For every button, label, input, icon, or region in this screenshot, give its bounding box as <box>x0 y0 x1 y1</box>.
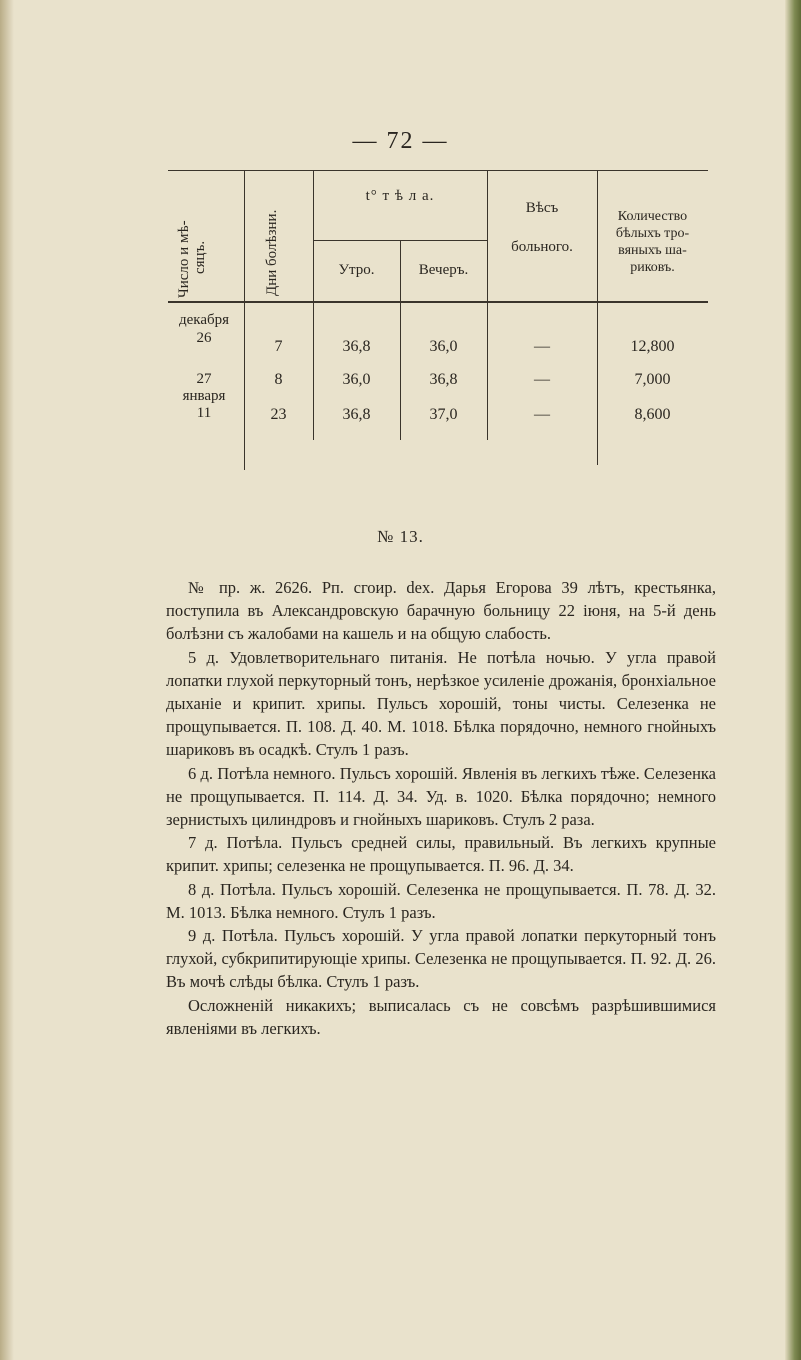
weight-header-line2: больного. <box>511 239 573 255</box>
paragraph-outcome: Осложненій никакихъ; выписалась съ не совсѣмъ разрѣшившимися явленіями въ легкихъ. <box>166 995 716 1038</box>
table-row-1-day: 7 <box>274 338 283 355</box>
morning-header: Утро. <box>338 262 375 278</box>
date-header-line2: сяцъ. <box>192 240 208 274</box>
table-row-3-morning: 36,8 <box>342 406 371 423</box>
table-row-2-morning: 36,0 <box>342 371 371 388</box>
table-top-rule <box>168 170 708 171</box>
paragraph-day-9: 9 д. Потѣла. Пульсъ хорошій. У угла правой лопатки перкуторный тонъ глухой, субкрипитирующіе хрипы. Селезенка не прощупывается. П. 92. Д. 26. Въ мочѣ слѣды бѣлка. Стулъ 1 разъ. <box>166 926 716 992</box>
table-row-1-count: 12,800 <box>630 338 675 355</box>
table-row-2-weight: — <box>534 371 550 388</box>
case-title: № 13. <box>377 527 424 546</box>
table-row-3-date: 11 <box>196 405 212 421</box>
count-header-line3: вяныхъ ша- <box>618 243 687 258</box>
day-column-header: Дни болѣзни. <box>264 209 280 296</box>
table-row-1-date: 26 <box>196 330 212 346</box>
table-row-1-evening: 36,0 <box>429 338 458 355</box>
paragraph-day-5: 5 д. Удовлетворительнаго питанія. Не потѣла ночью. У угла правой лопатки глухой перкуторный тонъ, нерѣзкое усиленіе дрожанія, бронхіальное дыханіе и крипит. хрипы. Пульсъ хорошій, тоны чисты. Селезенка не прощупывается. П. 108. Д. 40. М. 1018. Бѣлка порядочно, немного гнойныхъ шариковъ въ осадкѣ. Стулъ 1 разъ. <box>166 647 716 760</box>
header-bottom-rule <box>168 301 708 303</box>
table-row-3-evening: 37,0 <box>429 406 458 423</box>
table-row-3-day: 23 <box>270 406 287 423</box>
table-row-1-weight: — <box>534 338 550 355</box>
paragraph-admission: № пр. ж. 2626. Рп. сгоир. dex. Дарья Егорова 39 лѣтъ, крестьянка, поступила въ Александровскую барачную больницу 22 іюня, на 5-й день болѣзни съ жалобами на кашель и на общую слабость. <box>166 578 716 644</box>
paragraph-day-6: 6 д. Потѣла немного. Пульсъ хорошій. Явленія въ легкихъ тѣже. Селезенка не прощупывается. П. 114. Д. 34. Уд. в. 1020. Бѣлка порядочно; немного зернистыхъ цилиндровъ и гнойныхъ шариковъ. Стулъ 2 раза. <box>166 763 716 830</box>
table-row-2-evening: 36,8 <box>429 371 458 388</box>
date-column-header <box>176 220 208 298</box>
col-divider-1 <box>244 170 245 470</box>
weight-header <box>487 200 597 256</box>
table-row-1-month: декабря <box>178 312 230 328</box>
page-left-shadow <box>0 0 14 1360</box>
paragraph-day-8: 8 д. Потѣла. Пульсъ хорошій. Селезенка не прощупывается. П. 78. Д. 32. М. 1013. Бѣлка немного. Стулъ 1 разъ. <box>166 879 716 922</box>
weight-header-line1: Вѣсъ <box>525 200 559 216</box>
table-row-3-count: 8,600 <box>634 406 671 423</box>
table-row-3-month: января <box>182 388 226 404</box>
temperature-table <box>168 170 708 470</box>
col-divider-2 <box>313 170 314 440</box>
page-number: — 72 — <box>352 128 449 154</box>
table-row-2-day: 8 <box>274 371 283 388</box>
count-header-line4: риковъ. <box>630 260 675 275</box>
count-header <box>597 208 708 276</box>
table-row-3-weight: — <box>534 406 550 423</box>
temp-group-header: t° т ѣ л а. <box>365 188 435 204</box>
table-row-1-morning: 36,8 <box>342 338 371 355</box>
date-header-line1: Число и мѣ- <box>176 220 192 298</box>
paragraph-day-7: 7 д. Потѣла. Пульсъ средней силы, правильный. Въ легкихъ крупные крипит. хрипы; селезенка не прощупывается. П. 96. Д. 34. <box>166 833 716 876</box>
table-row-2-count: 7,000 <box>634 371 671 388</box>
count-header-line2: бѣлыхъ тро- <box>615 226 690 241</box>
table-row-2-date: 27 <box>196 371 212 387</box>
evening-header: Вечеръ. <box>418 262 469 278</box>
page-right-edge <box>785 0 801 1360</box>
count-header-line1: Количество <box>617 209 688 224</box>
case-text <box>166 576 716 1040</box>
